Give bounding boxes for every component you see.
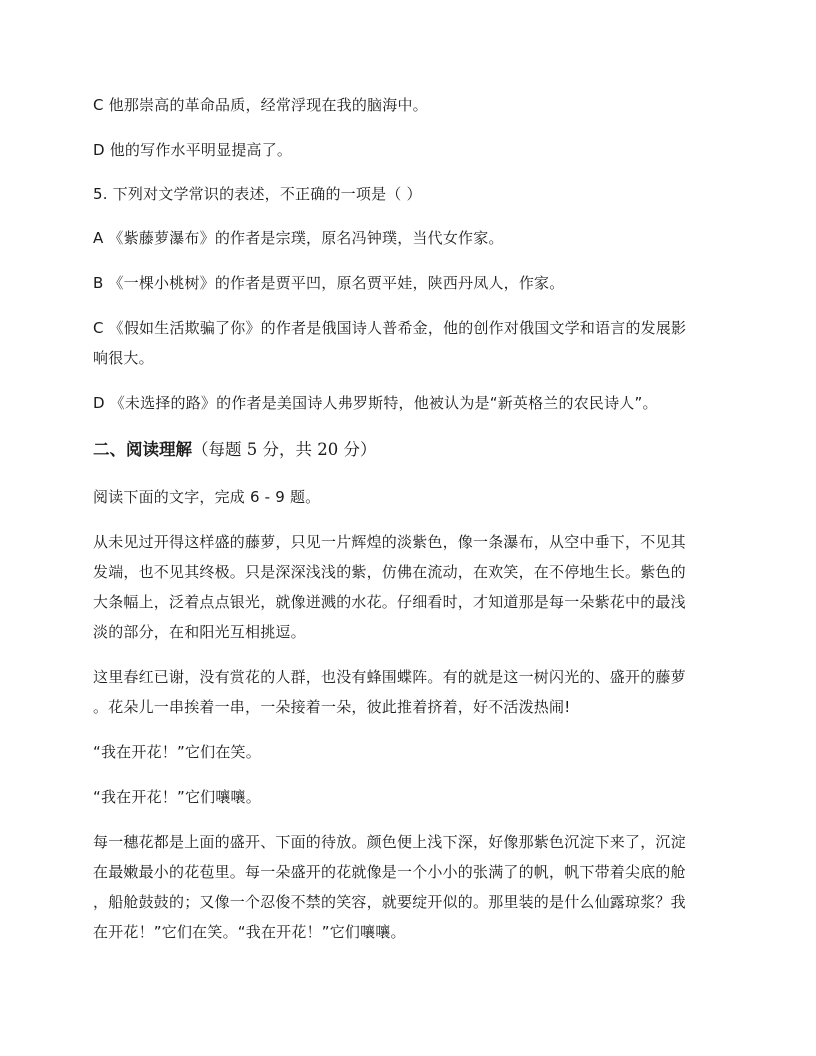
- section-score: （每题 5 分，共 20 分）: [192, 440, 377, 459]
- reading-instruction: 阅读下面的文字，完成 6 - 9 题。: [93, 488, 321, 506]
- option-c-q4: C 他那崇高的革命品质，经常浮现在我的脑海中。: [93, 96, 428, 114]
- option-d-q4: D 他的写作水平明显提高了。: [93, 141, 293, 159]
- paragraph-4: “我在开花！”它们嚷嚷。: [93, 788, 261, 806]
- question-5-stem: 5. 下列对文学常识的表述，不正确的一项是（ ）: [93, 185, 422, 203]
- section-title: 二、阅读理解: [93, 440, 192, 459]
- paragraph-5-line2: 在最嫩最小的花苞里。每一朵盛开的花就像是一个小小的张满了的帆，帆下带着尖底的舱: [93, 863, 686, 881]
- option-b-q5: B 《一棵小桃树》的作者是贾平凹，原名贾平娃，陕西丹凤人，作家。: [93, 274, 565, 292]
- paragraph-1-line2: 发端，也不见其终极。只是深深浅浅的紫，仿佛在流动，在欢笑，在不停地生长。紫色的: [93, 563, 686, 581]
- paragraph-5-line1: 每一穗花都是上面的盛开、下面的待放。颜色便上浅下深，好像那紫色沉淀下来了，沉淀: [93, 833, 686, 851]
- paragraph-1-line4: 淡的部分，在和阳光互相挑逗。: [93, 623, 306, 641]
- option-d-q5: D 《未选择的路》的作者是美国诗人弗罗斯特，他被认为是“新英格兰的农民诗人”。: [93, 394, 658, 412]
- option-a-q5: A 《紫藤萝瀑布》的作者是宗璞，原名冯钟璞，当代女作家。: [93, 229, 504, 247]
- paragraph-2-line1: 这里春红已谢，没有赏花的人群，也没有蜂围蝶阵。有的就是这一树闪光的、盛开的藤萝: [93, 668, 686, 686]
- option-c-q5-line1: C 《假如生活欺骗了你》的作者是俄国诗人普希金，他的创作对俄国文学和语言的发展影: [93, 319, 687, 337]
- section-heading: [93, 435, 376, 465]
- paragraph-3: “我在开花！”它们在笑。: [93, 743, 261, 761]
- paragraph-1-line3: 大条幅上，泛着点点银光，就像迸溅的水花。仔细看时，才知道那是每一朵紫花中的最浅: [93, 593, 686, 611]
- paragraph-5-line3: ，船舱鼓鼓的；又像一个忍俊不禁的笑容，就要绽开似的。那里装的是什么仙露琼浆？我: [93, 893, 686, 911]
- option-c-q5-line2: 响很大。: [93, 349, 154, 367]
- paragraph-2-line2: 。花朵儿一串挨着一串，一朵接着一朵，彼此推着挤着，好不活泼热闹!: [93, 698, 571, 716]
- paragraph-1-line1: 从未见过开得这样盛的藤萝，只见一片辉煌的淡紫色，像一条瀑布，从空中垂下，不见其: [93, 533, 686, 551]
- paragraph-5-line4: 在开花！”它们在笑。“我在开花！”它们嚷嚷。: [93, 923, 406, 941]
